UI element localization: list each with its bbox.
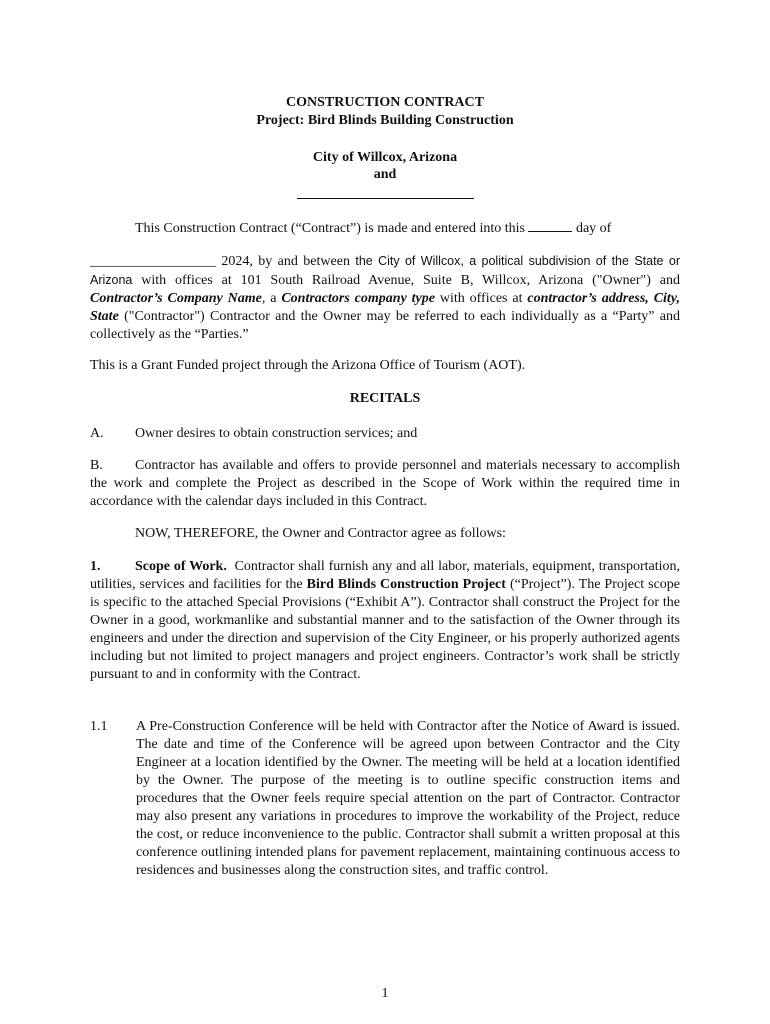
year-text: 2024, by and between: [216, 254, 356, 269]
contractor-company-name: Contractor’s Company Name: [90, 291, 262, 306]
intro-day-of: day of: [575, 221, 612, 236]
contractor-company-type: Contractors company type: [281, 291, 435, 306]
section-1-1-text: A Pre-Construction Conference will be held with Contractor after the Notice of Award is issued. The date and time of the Conference will be agreed upon between Contractor and the City Engineer at a location identified by the Owner. The meeting will be held at a location identified by the Owner. The purpose of the meeting is to outline specific construction items and procedures that the Owner feels require special attention on the part of Contractor. Contractor may also present any variations in procedures to improve the workability of the Project, reduce the cost, or reduce inconvenience to the public. Contractor shall submit a written proposal at this conference outlining intended plans for pavement replacement, maintaining continuous access to residences and businesses along the construction sites, and traffic control.: [136, 719, 680, 878]
grant-statement: This is a Grant Funded project through the Arizona Office of Tourism (AOT).: [90, 358, 526, 373]
contractor-signature-line: [297, 198, 474, 199]
contract-title: CONSTRUCTION CONTRACT: [286, 95, 484, 110]
recital-a-text: Owner desires to obtain construction services; and: [135, 426, 418, 441]
day-blank: [528, 219, 572, 232]
parties-definition-text: ("Contractor") Contractor and the Owner may be referred to each individually as a “Party” and collectively as the “Parties.”: [90, 309, 680, 342]
section-1-text-b: (“Project”). The Project scope is specific to the attached Special Provisions (“Exhibit A”). Contractor shall construct the Project for the Owner in a good, workmanlike and substantial manner and to the satisfaction of the Owner through its engineers and under the direction and supervision of the City Engineer, or his properly authorized agents including but not limited to project managers and project engineers. Contractor’s work shall be strictly pursuant to and in conformity with the Contract.: [90, 577, 680, 682]
section-1-heading: Scope of Work.: [135, 559, 227, 574]
intro-text: This Construction Contract (“Contract”) is made and entered into this: [135, 221, 525, 236]
with-offices-text: with offices at: [434, 291, 528, 306]
section-1-scope-of-work: [90, 558, 680, 684]
date-blank: __________________: [90, 254, 216, 269]
project-title: Project: Bird Blinds Building Construction: [256, 113, 514, 128]
recital-b: [90, 457, 680, 511]
page-number: 1: [381, 986, 389, 1001]
city-name: City of Willcox, Arizona: [312, 150, 458, 165]
section-1-number: 1.: [90, 559, 101, 574]
contractor-address: contractor’s address, City, State: [90, 291, 680, 324]
parties-paragraph: [90, 252, 680, 344]
section-1-1-preconstruction: [90, 718, 680, 880]
recital-b-text: Contractor has available and offers to provide personnel and materials necessary to accomplish the work and complete the Project as described in the Scope of Work within the required time in accordance with the calendar days included in this Contract.: [90, 458, 680, 509]
city-party-text: the City of Willcox, a political subdivision of the State or: [355, 254, 680, 268]
recital-b-label: B.: [90, 458, 103, 473]
and-label: and: [373, 167, 397, 182]
section-1-project-name: Bird Blinds Construction Project: [306, 577, 506, 592]
section-1-1-number: 1.1: [90, 719, 108, 734]
intro-line: [90, 219, 680, 238]
section-1-text-a: Contractor shall furnish any and all labor, materials, equipment, transportation, utilities, services and facilities for the: [90, 559, 681, 592]
owner-address-text: with offices at 101 South Railroad Avenue, Suite B, Willcox, Arizona ("Owner") and: [132, 273, 680, 288]
recital-a: [90, 425, 680, 443]
arizona-text: Arizona: [90, 273, 133, 287]
comma-a-text: , a: [261, 291, 282, 306]
recitals-heading: RECITALS: [349, 391, 421, 406]
recital-a-label: A.: [90, 426, 104, 441]
now-therefore-clause: NOW, THEREFORE, the Owner and Contractor agree as follows:: [135, 526, 506, 541]
